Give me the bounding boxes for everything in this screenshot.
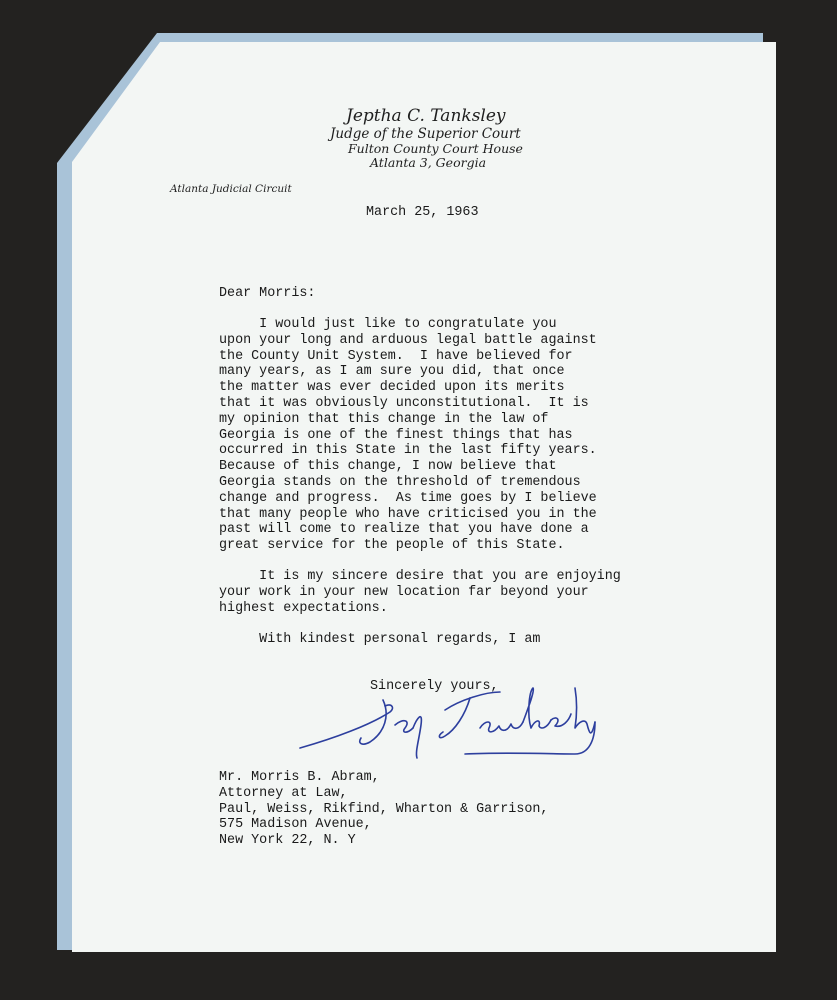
letterhead xyxy=(326,107,546,171)
letterhead-address-line1: Fulton County Court House xyxy=(348,141,523,157)
salutation: Dear Morris: xyxy=(219,286,316,301)
paragraph-2: It is my sincere desire that you are enjoying your work in your new location far beyond your highest expectations. xyxy=(219,569,621,616)
letterhead-title: Judge of the Superior Court xyxy=(330,125,521,142)
letterhead-circuit: Atlanta Judicial Circuit xyxy=(170,183,292,195)
paragraph-1: I would just like to congratulate you upon your long and arduous legal battle against the County Unit System. I have believed for many years, as I am sure you did, that once the matter was ever decided upon its merits that it was obviously unconstitutional. It is my opinion that this change in the law of Georgia is one of the finest things that has occurred in this State in the last fifty years. Because of this change, I now believe that Georgia stands on the threshold of tremendous change and progress. As time goes by I believe that many people who have criticised you in the past will come to realize that you have done a great service for the people of this State. xyxy=(219,317,597,554)
closing: Sincerely yours, xyxy=(370,679,499,694)
handwritten-signature xyxy=(295,670,625,770)
letterhead-name: Jeptha C. Tanksley xyxy=(346,106,506,126)
addressee-block: Mr. Morris B. Abram, Attorney at Law, Paul, Weiss, Rikfind, Wharton & Garrison, 575 Madison Avenue, New York 22, N. Y xyxy=(219,770,549,849)
paragraph-3: With kindest personal regards, I am xyxy=(219,632,541,647)
letterhead-address-line2: Atlanta 3, Georgia xyxy=(370,155,487,171)
letter-date: March 25, 1963 xyxy=(366,205,479,220)
